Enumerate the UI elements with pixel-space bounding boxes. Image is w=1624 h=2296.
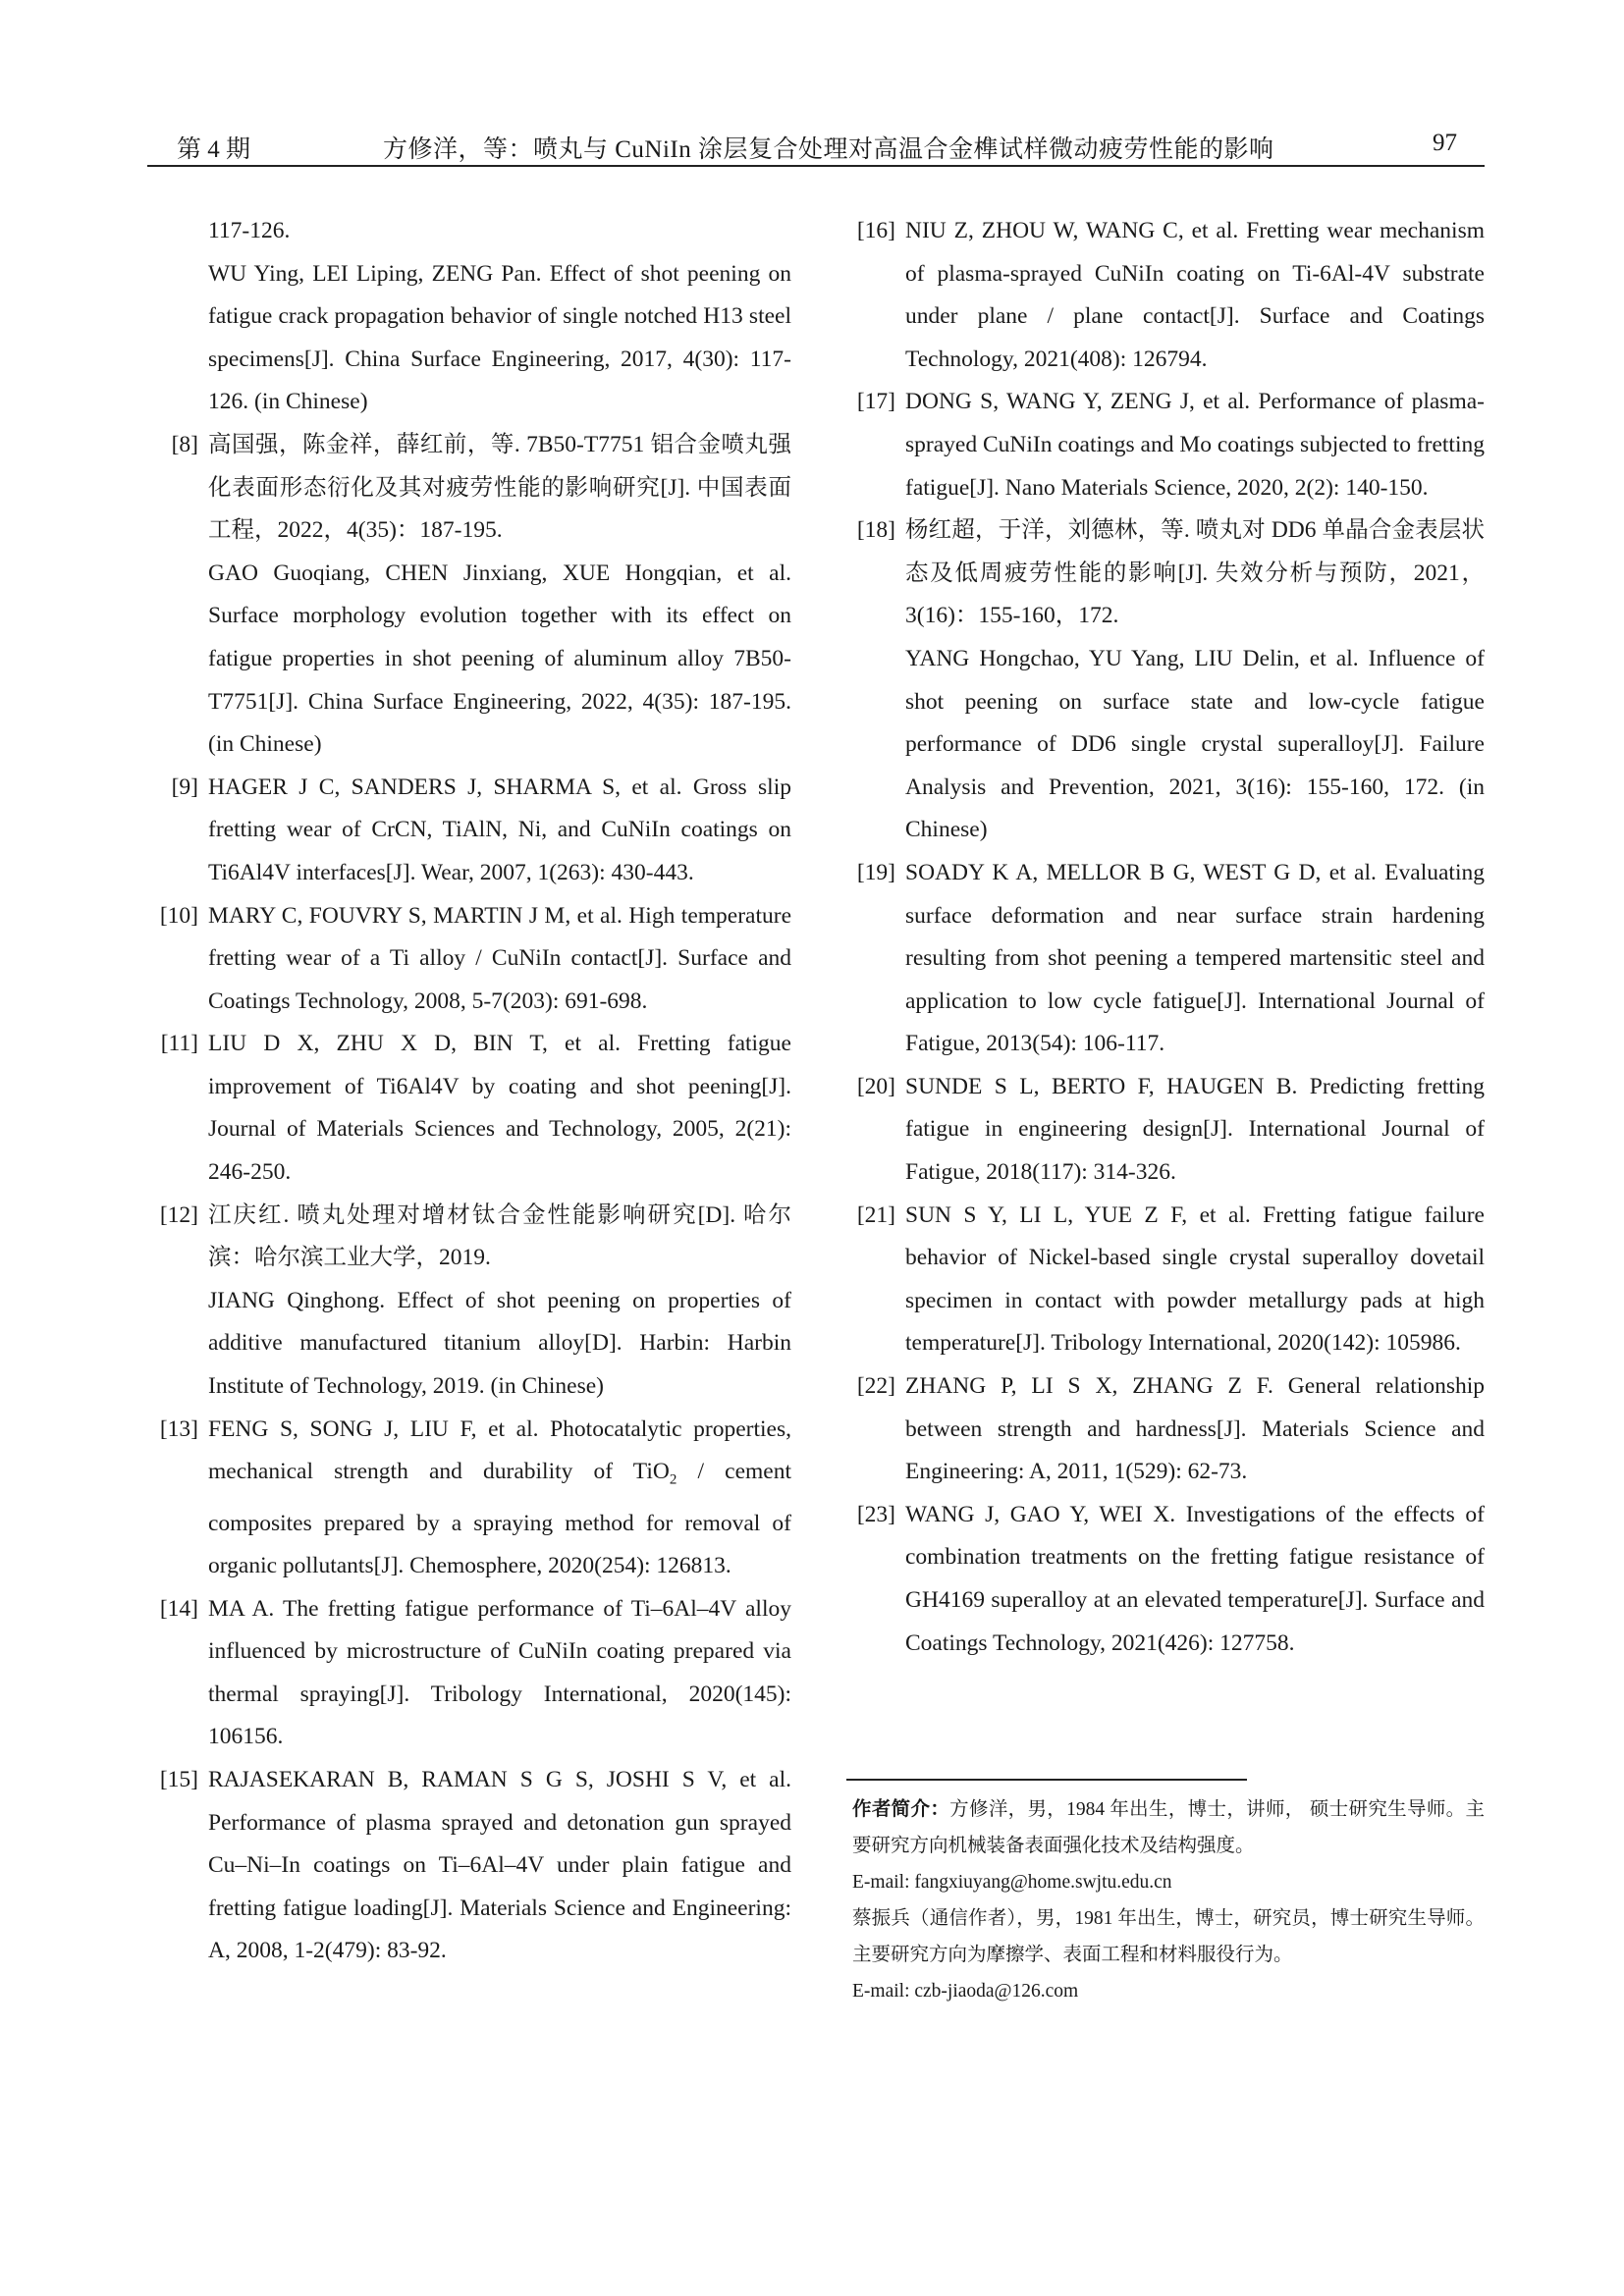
reference-11	[147, 1023, 791, 1194]
reference-18	[844, 509, 1485, 852]
reference-text: 江庆红. 喷丸处理对增材钛合金性能影响研究[D]. 哈尔滨：哈尔滨工业大学，2019.	[208, 1201, 791, 1271]
reference-text: 117-126.	[208, 218, 291, 243]
subscript: 2	[669, 1471, 677, 1488]
reference-8	[147, 424, 791, 767]
reference-text: MARY C, FOUVRY S, MARTIN J M, et al. High temperature fretting wear of a Ti alloy / CuNiIn contact[J]. Surface and Coatings Technology, 2008, 5-7(203): 691-698.	[208, 902, 791, 1014]
reference-number: [16]	[856, 218, 895, 243]
reference-12	[147, 1195, 791, 1409]
running-title: 方修洋，等：喷丸与 CuNiIn 涂层复合处理对高温合金榫试样微动疲劳性能的影响	[383, 136, 1274, 163]
footnote-divider	[846, 1779, 1247, 1781]
reference-9	[147, 767, 791, 895]
reference-number: [8]	[171, 431, 198, 457]
reference-text: LIU D X, ZHU X D, BIN T, et al. Fretting fatigue improvement of Ti6Al4V by coating and shot peening[J]. Journal of Materials Sciences and Technology, 2005, 2(21): 246-250.	[208, 1031, 791, 1186]
reference-14	[147, 1588, 791, 1759]
author1-email: E-mail: fangxiuyang@home.swjtu.edu.cn	[852, 1872, 1172, 1893]
author2-email: E-mail: czb-jiaoda@126.com	[852, 1981, 1079, 2002]
reference-continuation	[147, 210, 791, 424]
reference-text: SUNDE S L, BERTO F, HAUGEN B. Predicting fretting fatigue in engineering design[J]. International Journal of Fatigue, 2018(117): 314-326.	[905, 1073, 1485, 1186]
reference-number: [15]	[159, 1767, 198, 1793]
reference-number: [20]	[856, 1073, 895, 1099]
reference-text: RAJASEKARAN B, RAMAN S G S, JOSHI S V, et al. Performance of plasma sprayed and detonation gun sprayed Cu–Ni–In coatings on Ti–6Al–4V under plain fatigue and fretting fatigue loading[J]. Materials Science and Engineering: A, 2008, 1-2(479): 83-92.	[208, 1767, 791, 1964]
reference-number: [18]	[856, 517, 895, 544]
reference-number: [13]	[159, 1415, 198, 1442]
reference-text	[208, 1409, 791, 1588]
reference-17	[844, 381, 1485, 509]
reference-english: WU Ying, LEI Liping, ZENG Pan. Effect of shot peening on fatigue crack propagation behavior of single notched H13 steel specimens[J]. China Surface Engineering, 2017, 4(30): 117-126. (in Chinese)	[208, 260, 791, 415]
reference-english: GAO Guoqiang, CHEN Jinxiang, XUE Hongqian, et al. Surface morphology evolution together with its effect on fatigue properties in shot peening of aluminum alloy 7B50-T7751[J]. China Surface Engineering, 2022, 4(35): 187-195. (in Chinese)	[208, 560, 791, 758]
reference-16	[844, 210, 1485, 381]
reference-number: [23]	[856, 1501, 895, 1527]
reference-text-part: FENG S, SONG J, LIU F, et al. Photocatalytic properties, mechanical strength and durability of TiO	[208, 1415, 791, 1485]
reference-13	[147, 1409, 791, 1588]
reference-text: ZHANG P, LI S X, ZHANG Z F. General relationship between strength and hardness[J]. Materials Science and Engineering: A, 2011, 1(529): 62-73.	[905, 1373, 1485, 1485]
author-bio-label: 作者简介：	[852, 1799, 950, 1820]
reference-text: SUN S Y, LI L, YUE Z F, et al. Fretting fatigue failure behavior of Nickel-based single crystal superalloy dovetail specimen in contact with powder metallurgy pads at high temperature[J]. Tribology International, 2020(142): 105986.	[905, 1201, 1485, 1357]
running-header	[147, 116, 1485, 167]
reference-text-part: / cement composites prepared by a spraying method for removal of organic pollutants[J]. Chemosphere, 2020(254): 126813.	[208, 1459, 791, 1579]
author-footnotes	[852, 1791, 1485, 2009]
reference-number: [19]	[856, 859, 895, 885]
reference-text: HAGER J C, SANDERS J, SHARMA S, et al. Gross slip fretting wear of CrCN, TiAlN, Ni, and CuNiIn coatings on Ti6Al4V interfaces[J]. Wear, 2007, 1(263): 430-443.	[208, 774, 791, 885]
reference-number: [10]	[159, 902, 198, 929]
reference-20	[844, 1066, 1485, 1195]
reference-number: [22]	[856, 1373, 895, 1400]
left-column	[147, 210, 791, 1973]
reference-text: MA A. The fretting fatigue performance of Ti–6Al–4V alloy influenced by microstructure of CuNiIn coating prepared via thermal spraying[J]. Tribology International, 2020(145): 106156.	[208, 1595, 791, 1750]
reference-english: YANG Hongchao, YU Yang, LIU Delin, et al. Influence of shot peening on surface state and low-cycle fatigue performance of DD6 single crystal superalloy[J]. Failure Analysis and Prevention, 2021, 3(16): 155-160, 172. (in Chinese)	[905, 645, 1485, 843]
reference-number: [9]	[171, 774, 198, 800]
author2-bio: 蔡振兵（通信作者），男，1981 年出生，博士，研究员，博士研究生导师。主要研究方向为摩擦学、表面工程和材料服役行为。	[852, 1908, 1485, 1965]
reference-text: 杨红超，于洋，刘德林，等. 喷丸对 DD6 单晶合金表层状态及低周疲劳性能的影响[J]. 失效分析与预防，2021，3(16)：155-160，172.	[905, 517, 1485, 629]
author1-bio-text: 方修洋，男，1984 年出生，博士，讲师， 硕士研究生导师。主要研究方向机械装备表面强化技术及结构强度。	[852, 1799, 1485, 1856]
reference-15	[147, 1759, 791, 1973]
reference-text: DONG S, WANG Y, ZENG J, et al. Performance of plasma-sprayed CuNiIn coatings and Mo coatings subjected to fretting fatigue[J]. Nano Materials Science, 2020, 2(2): 140-150.	[905, 389, 1485, 501]
reference-10	[147, 895, 791, 1024]
reference-text: SOADY K A, MELLOR B G, WEST G D, et al. Evaluating surface deformation and near surface strain hardening resulting from shot peening a tempered martensitic steel and application to low cycle fatigue[J]. International Journal of Fatigue, 2013(54): 106-117.	[905, 859, 1485, 1057]
reference-text: NIU Z, ZHOU W, WANG C, et al. Fretting wear mechanism of plasma-sprayed CuNiIn coating on Ti-6Al-4V substrate under plane / plane contact[J]. Surface and Coatings Technology, 2021(408): 126794.	[905, 218, 1485, 372]
reference-english: JIANG Qinghong. Effect of shot peening on properties of additive manufactured titanium alloy[D]. Harbin: Harbin Institute of Technology, 2019. (in Chinese)	[208, 1287, 791, 1400]
reference-number: [21]	[856, 1201, 895, 1228]
reference-19	[844, 852, 1485, 1066]
author1-bio	[852, 1791, 1485, 1864]
reference-number: [12]	[159, 1201, 198, 1228]
reference-23	[844, 1494, 1485, 1665]
reference-21	[844, 1195, 1485, 1365]
reference-22	[844, 1365, 1485, 1494]
reference-text: 高国强，陈金祥，薛红前，等. 7B50-T7751 铝合金喷丸强化表面形态衍化及其对疲劳性能的影响研究[J]. 中国表面工程，2022，4(35)：187-195.	[208, 431, 791, 544]
reference-text: WANG J, GAO Y, WEI X. Investigations of the effects of combination treatments on the fretting fatigue resistance of GH4169 superalloy at an elevated temperature[J]. Surface and Coatings Technology, 2021(426): 127758.	[905, 1501, 1485, 1656]
reference-number: [17]	[856, 389, 895, 415]
page-number: 97	[1433, 130, 1457, 156]
issue-number: 第 4 期	[177, 136, 251, 163]
reference-number: [14]	[159, 1595, 198, 1622]
right-column	[844, 210, 1485, 1665]
reference-number: [11]	[160, 1031, 198, 1057]
